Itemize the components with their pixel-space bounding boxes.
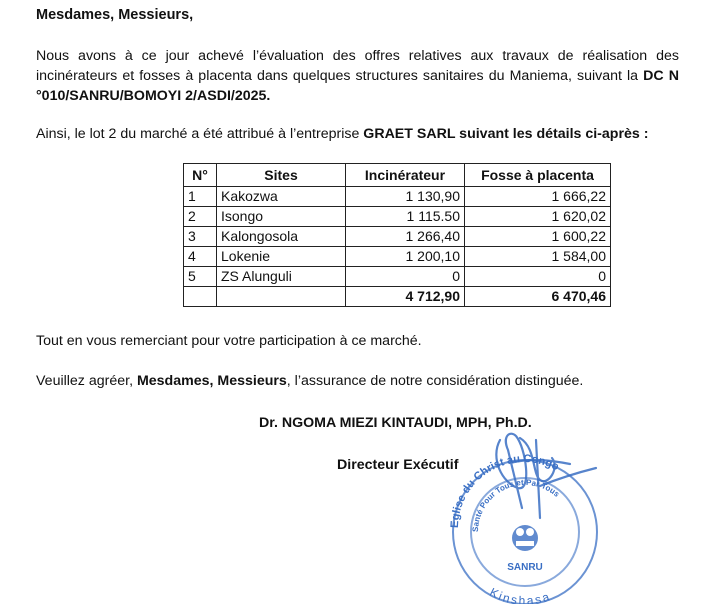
cell-placenta-pit: 1 600,22 [465, 227, 611, 247]
cell-empty [184, 287, 217, 307]
cell-site: ZS Alunguli [217, 267, 346, 287]
table-row [184, 227, 611, 247]
header-sites: Sites [217, 164, 346, 187]
cell-site: Kakozwa [217, 187, 346, 207]
paragraph-evaluation [36, 46, 679, 106]
table-row [184, 267, 611, 287]
header-number: N° [184, 164, 217, 187]
paragraph-evaluation-end: . [266, 88, 271, 104]
lot-table [183, 163, 611, 307]
closing-addressee: Mesdames, Messieurs [136, 373, 287, 389]
paragraph-evaluation-text: Nous avons à ce jour achevé l’évaluation des offres relatives aux travaux de réalisation des incinérateurs et fosses à placenta dans quelques structures sanitaires du Maniema, suivant la [36, 48, 679, 84]
header-placenta-pit: Fosse à placenta [465, 164, 611, 187]
table-total-row [184, 287, 611, 307]
table-row [184, 207, 611, 227]
paragraph-attribution-text: Ainsi, le lot 2 du marché a été attribué à l’entreprise [36, 126, 364, 142]
table-row [184, 247, 611, 267]
cell-placenta-pit: 0 [465, 267, 611, 287]
cell-incinerator: 1 115.50 [346, 207, 465, 227]
cell-placenta-pit: 1 584,00 [465, 247, 611, 267]
dc-reference: DC N °010/SANRU/BOMOYI 2/ASDI/2025 [36, 68, 679, 104]
salutation: Mesdames, Messieurs, [36, 7, 194, 23]
cell-placenta-pit: 1 666,22 [465, 187, 611, 207]
cell-number: 3 [184, 227, 217, 247]
cell-number: 5 [184, 267, 217, 287]
signer-name: Dr. NGOMA MIEZI KINTAUDI, MPH, Ph.D. [259, 415, 532, 431]
closing-start: Veuillez agréer, [36, 373, 137, 389]
cell-incinerator: 0 [346, 267, 465, 287]
cell-empty [217, 287, 346, 307]
paragraph-attribution [36, 126, 648, 142]
stamp-ring-top: Eglise du Christ au Congo [448, 452, 561, 529]
header-incinerator: Incinérateur [346, 164, 465, 187]
cell-number: 2 [184, 207, 217, 227]
cell-site: Kalongosola [217, 227, 346, 247]
total-incinerator: 4 712,90 [346, 287, 465, 307]
total-placenta-pit: 6 470,46 [465, 287, 611, 307]
cell-number: 4 [184, 247, 217, 267]
stamp-bottom-label: Kinshasa [487, 585, 553, 604]
cell-site: Isongo [217, 207, 346, 227]
table-header-row [184, 164, 611, 187]
paragraph-closing [36, 373, 583, 389]
stamp-center-label: SANRU [507, 562, 543, 573]
cell-placenta-pit: 1 620,02 [465, 207, 611, 227]
cell-incinerator: 1 130,90 [346, 187, 465, 207]
signature-scribble [496, 434, 596, 518]
table-row [184, 187, 611, 207]
cell-incinerator: 1 200,10 [346, 247, 465, 267]
sanru-stamp [440, 428, 610, 604]
contractor-name: GRAET SARL suivant les détails ci-après : [363, 126, 649, 142]
cell-site: Lokenie [217, 247, 346, 267]
signer-role: Directeur Exécutif [337, 457, 459, 473]
closing-end: , l’assurance de notre considération distinguée. [286, 373, 584, 389]
stamp-ring-mid: Santé Pour Tous et Par Tous [470, 477, 562, 533]
paragraph-thanks: Tout en vous remerciant pour votre participation à ce marché. [36, 333, 422, 349]
cell-incinerator: 1 266,40 [346, 227, 465, 247]
cell-number: 1 [184, 187, 217, 207]
stamp-emblem [512, 525, 538, 551]
